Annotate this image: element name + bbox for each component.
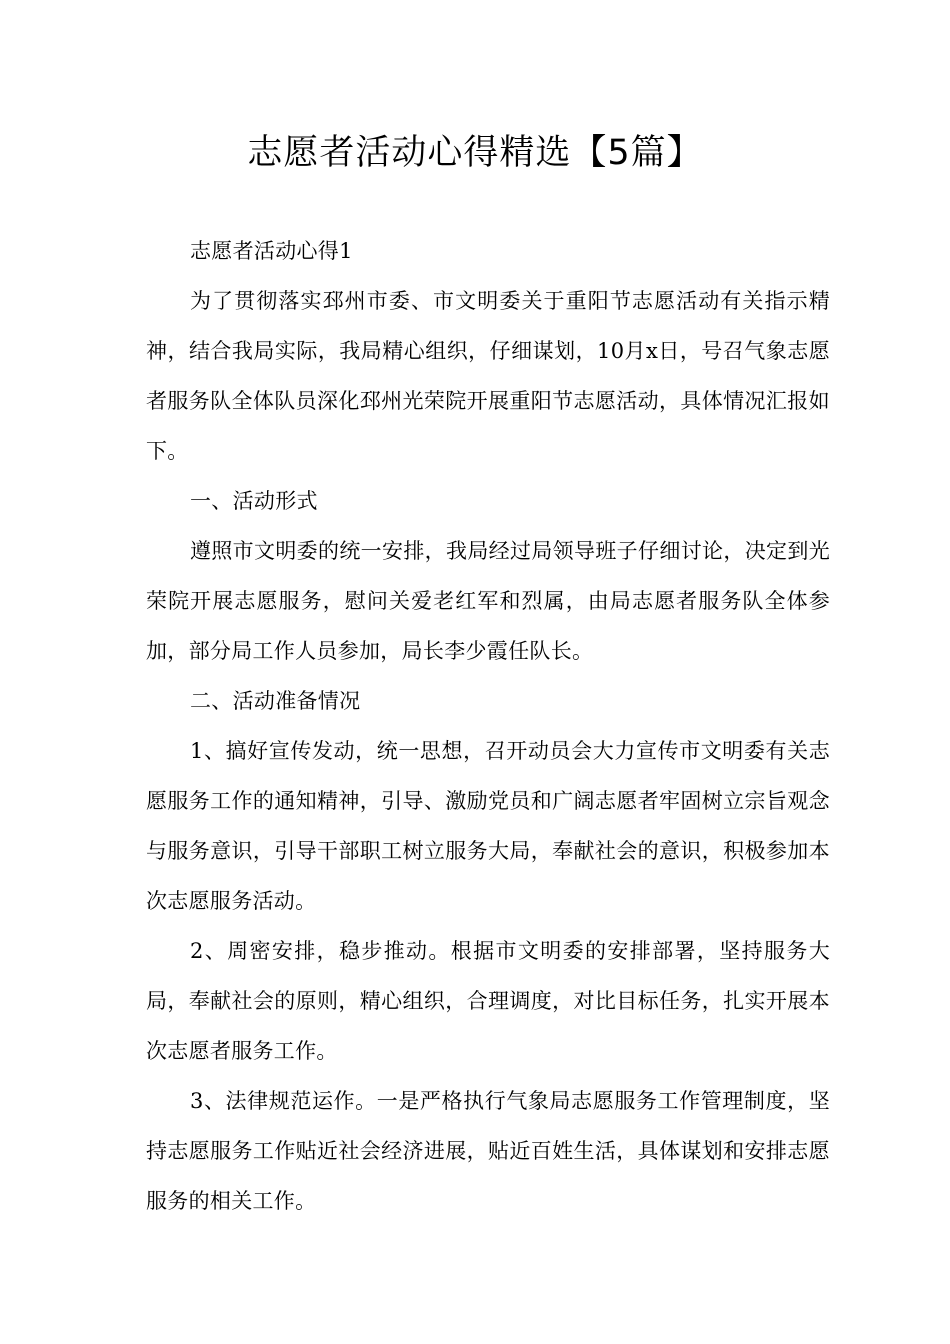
document-title: 志愿者活动心得精选【5篇】 (247, 133, 703, 173)
body-paragraph: 为了贯彻落实邳州市委、市文明委关于重阳节志愿活动有关指示精神，结合我局实际，我局精心组织，仔细谋划，10月x日，号召气象志愿者服务队全体队员深化邳州光荣院开展重阳节志愿活动，具体情况汇报如下。 (146, 289, 830, 463)
section-heading: 二、活动准备情况 (190, 689, 361, 713)
section-heading: 志愿者活动心得1 (190, 239, 353, 263)
body-paragraph: 遵照市文明委的统一安排，我局经过局领导班子仔细讨论，决定到光荣院开展志愿服务，慰问关爱老红军和烈属，由局志愿者服务队全体参加，部分局工作人员参加，局长李少霞任队长。 (146, 539, 830, 663)
body-paragraph: 1、搞好宣传发动，统一思想，召开动员会大力宣传市文明委有关志愿服务工作的通知精神，引导、激励党员和广阔志愿者牢固树立宗旨观念与服务意识，引导干部职工树立服务大局，奉献社会的意识，积极参加本次志愿服务活动。 (146, 739, 830, 913)
section-heading: 一、活动形式 (190, 489, 318, 513)
body-paragraph: 3、法律规范运作。一是严格执行气象局志愿服务工作管理制度，坚持志愿服务工作贴近社会经济进展，贴近百姓生活，具体谋划和安排志愿服务的相关工作。 (146, 1089, 830, 1213)
document-body (146, 226, 830, 1226)
body-paragraph: 2、周密安排，稳步推动。根据市文明委的安排部署，坚持服务大局，奉献社会的原则，精心组织，合理调度，对比目标任务，扎实开展本次志愿者服务工作。 (146, 939, 830, 1063)
